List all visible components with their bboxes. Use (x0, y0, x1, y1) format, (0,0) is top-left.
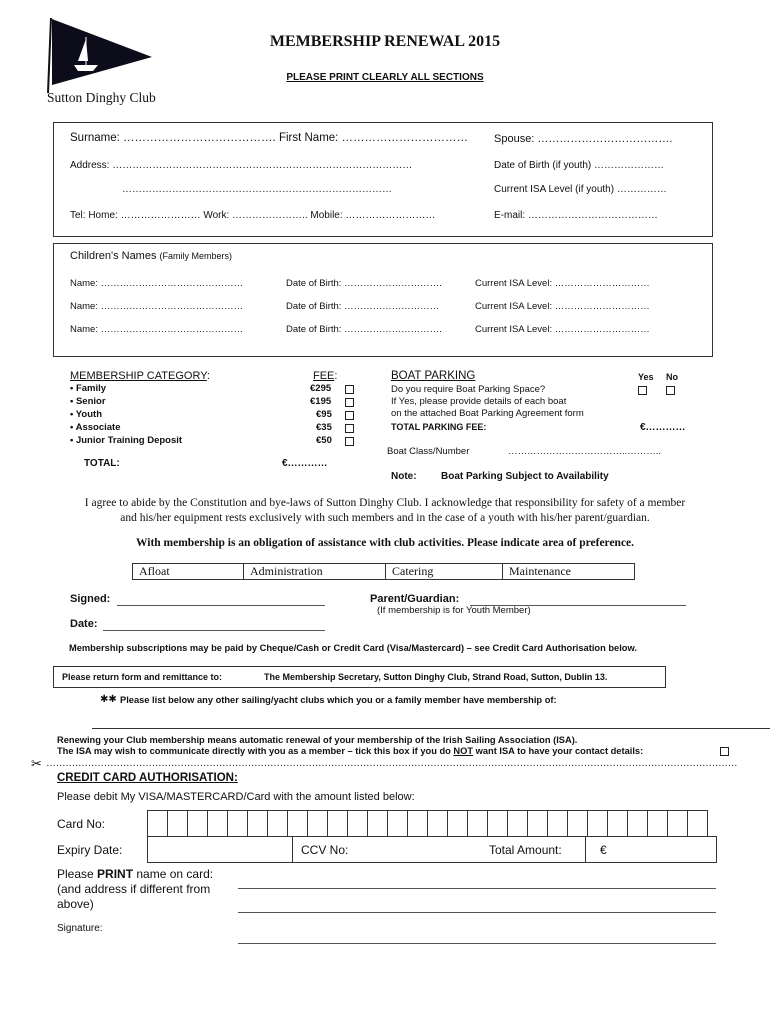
category-fee: €50 (316, 435, 332, 446)
phones-field[interactable]: Tel: Home: …………………… Work: ………………….. Mobile: ……………………… (70, 210, 436, 221)
cut-line: ……………………………………………………………………………………………………………………………………………………………………………………………… (46, 758, 738, 769)
card-digit-box[interactable] (188, 811, 208, 837)
membership-category-title: MEMBERSHIP CATEGORY (70, 370, 207, 382)
not-emphasis: NOT (453, 746, 474, 756)
cc-heading: CREDIT CARD AUTHORISATION: (57, 772, 238, 784)
card-number-grid[interactable] (147, 810, 708, 837)
category-row (70, 383, 370, 396)
preference-administration[interactable]: Administration (244, 564, 386, 580)
isa-notice-line2: The ISA may wish to communicate directly with you as a member – tick this box if you do NOT want ISA to have your contact details: (57, 746, 644, 756)
card-digit-box[interactable] (688, 811, 708, 837)
child-isa-field[interactable]: Current ISA Level: ………………………… (475, 278, 650, 289)
fee-heading (313, 370, 337, 382)
category-row (70, 409, 370, 422)
isa-optout-checkbox[interactable] (720, 747, 729, 756)
card-digit-box[interactable] (408, 811, 428, 837)
dob-field[interactable]: Date of Birth (if youth) ………………… (494, 160, 665, 171)
burgee-flag-icon (40, 15, 160, 95)
category-label: • Junior Training Deposit (70, 435, 183, 446)
card-digit-box[interactable] (548, 811, 568, 837)
other-clubs-line[interactable] (92, 728, 770, 729)
category-row (70, 396, 370, 409)
agreement-line2: and his/her equipment rests exclusively with such members and in the case of a youth with his/her parent/guardian. (120, 512, 650, 524)
address-line2-field[interactable]: ……………………………………………………………………… (122, 184, 392, 195)
category-fee: €195 (310, 396, 332, 407)
category-fee: €35 (316, 422, 332, 433)
preference-table (132, 563, 635, 580)
cc-divider (292, 836, 293, 863)
asterisk-icon: ✱✱ (100, 694, 117, 705)
card-digit-box[interactable] (388, 811, 408, 837)
cc-debit-text: Please debit My VISA/MASTERCARD/Card with the amount listed below: (57, 791, 415, 803)
category-row (70, 435, 370, 448)
parking-fee-value[interactable]: €………… (640, 422, 686, 433)
spouse-field[interactable]: Spouse: ………………………………. (494, 133, 673, 145)
category-fee: €295 (310, 383, 332, 394)
category-label: • Associate (70, 422, 121, 433)
boat-no-checkbox[interactable] (666, 386, 675, 395)
boat-detail-line2: on the attached Boat Parking Agreement form (391, 408, 584, 419)
card-digit-box[interactable] (348, 811, 368, 837)
card-digit-box[interactable] (208, 811, 228, 837)
child-dob-field[interactable]: Date of Birth: …………………………. (286, 278, 442, 289)
print-name-label: Please PRINT name on card: (57, 867, 214, 881)
parent-note: (If membership is for Youth Member) (377, 605, 531, 616)
category-fee: €95 (316, 409, 332, 420)
card-digit-box[interactable] (428, 811, 448, 837)
card-digit-box[interactable] (488, 811, 508, 837)
isa-notice-line1: Renewing your Club membership means automatic renewal of your membership of the Irish Sailing Association (ISA). (57, 735, 578, 745)
return-address: The Membership Secretary, Sutton Dinghy Club, Strand Road, Sutton, Dublin 13. (264, 672, 608, 682)
child-name-field[interactable]: Name: ……………………………………… (70, 278, 244, 289)
card-digit-box[interactable] (288, 811, 308, 837)
fee-colon: : (334, 370, 338, 382)
card-digit-box[interactable] (628, 811, 648, 837)
category-checkbox[interactable] (345, 411, 354, 420)
payment-note: Membership subscriptions may be paid by Cheque/Cash or Credit Card (Visa/Mastercard) – see Credit Card Authorisation below. (69, 643, 637, 653)
preference-afloat[interactable]: Afloat (133, 564, 244, 580)
category-checkbox[interactable] (345, 385, 354, 394)
card-digit-box[interactable] (308, 811, 328, 837)
membership-total-value[interactable]: €………… (282, 458, 328, 469)
signature-label: Signature: (57, 923, 103, 934)
boat-detail-line1: If Yes, please provide details of each boat (391, 396, 567, 407)
category-checkbox[interactable] (345, 424, 354, 433)
boat-class-field[interactable]: ………………………………..……….. (508, 446, 662, 457)
name-on-card-line[interactable] (238, 888, 716, 889)
boat-note-text: Boat Parking Subject to Availability (441, 471, 609, 482)
club-logo (40, 15, 210, 107)
page-subtitle: PLEASE PRINT CLEARLY ALL SECTIONS (286, 72, 484, 83)
card-digit-box[interactable] (148, 811, 168, 837)
obligation-text: With membership is an obligation of assistance with club activities. Please indicate area of preference. (135, 537, 635, 549)
category-list (70, 383, 370, 448)
above-label: above) (57, 897, 94, 911)
card-digit-box[interactable] (368, 811, 388, 837)
parent-label: Parent/Guardian: (370, 593, 460, 605)
address-line[interactable] (238, 912, 716, 913)
scissors-icon: ✂ (31, 756, 42, 771)
children-heading (70, 250, 232, 262)
child-isa-field[interactable]: Current ISA Level: ………………………… (475, 301, 650, 312)
child-dob-field[interactable]: Date of Birth: ………………………… (286, 301, 440, 312)
return-label: Please return form and remittance to: (62, 672, 223, 682)
cc-divider (585, 836, 586, 863)
child-isa-field[interactable]: Current ISA Level: ………………………… (475, 324, 650, 335)
category-label: • Family (70, 383, 107, 394)
card-digit-box[interactable] (228, 811, 248, 837)
card-digit-box[interactable] (468, 811, 488, 837)
category-checkbox[interactable] (345, 437, 354, 446)
agreement-line1: I agree to abide by the Constitution and bye-laws of Sutton Dinghy Club. I acknowledge that responsibility for safety of a member (84, 497, 686, 509)
parking-fee-label: TOTAL PARKING FEE: (391, 422, 487, 432)
membership-category-colon: : (206, 370, 210, 382)
date-label: Date: (70, 618, 98, 630)
signed-label: Signed: (70, 593, 111, 605)
card-no-label: Card No: (57, 817, 106, 831)
expiry-field[interactable] (147, 836, 717, 863)
club-name: Sutton Dinghy Club (47, 90, 156, 105)
signed-line[interactable] (117, 605, 325, 606)
card-digit-box[interactable] (528, 811, 548, 837)
card-digit-box[interactable] (268, 811, 288, 837)
boat-class-label: Boat Class/Number (387, 446, 470, 457)
signature-line[interactable] (238, 943, 716, 944)
child-name-field[interactable]: Name: ……………………………………… (70, 301, 244, 312)
other-clubs-text: Please list below any other sailing/yacht clubs which you or a family member have membership of: (120, 695, 557, 705)
yes-label: Yes (638, 372, 654, 382)
email-field[interactable]: E-mail: ………………………………… (494, 210, 658, 221)
children-heading-label: Children's Names (70, 250, 157, 262)
card-digit-box[interactable] (168, 811, 188, 837)
address-field[interactable]: Address: ……………………………………………………………………………… (70, 160, 413, 171)
child-dob-field[interactable]: Date of Birth: …………………………. (286, 324, 442, 335)
card-digit-box[interactable] (328, 811, 348, 837)
address-if-different-label: (and address if different from (57, 882, 211, 896)
boat-question: Do you require Boat Parking Space? (391, 384, 546, 395)
no-label: No (666, 372, 678, 382)
category-label: • Senior (70, 396, 106, 407)
boat-note-label: Note: (391, 471, 417, 482)
fee-title: FEE (313, 370, 335, 382)
preference-catering[interactable]: Catering (386, 564, 503, 580)
euro-label: € (600, 843, 607, 857)
card-digit-box[interactable] (588, 811, 608, 837)
card-digit-box[interactable] (448, 811, 468, 837)
boat-parking-heading: BOAT PARKING (391, 370, 476, 382)
card-digit-box[interactable] (648, 811, 668, 837)
category-label: • Youth (70, 409, 103, 420)
boat-yes-checkbox[interactable] (638, 386, 647, 395)
card-digit-box[interactable] (248, 811, 268, 837)
card-digit-box[interactable] (608, 811, 628, 837)
category-row (70, 422, 370, 435)
card-digit-box[interactable] (568, 811, 588, 837)
ccv-label: CCV No: (301, 843, 349, 857)
page-title: MEMBERSHIP RENEWAL 2015 (269, 33, 501, 50)
card-digit-box[interactable] (668, 811, 688, 837)
date-line[interactable] (103, 630, 325, 631)
membership-category-heading (70, 370, 210, 382)
isa-level-field[interactable]: Current ISA Level (if youth) …………… (494, 184, 667, 195)
surname-firstname-field[interactable]: Surname: …………………………………. First Name: …………………………… (70, 132, 469, 144)
card-digit-box[interactable] (508, 811, 528, 837)
children-heading-note: (Family Members) (159, 251, 233, 261)
category-checkbox[interactable] (345, 398, 354, 407)
total-amount-label: Total Amount: (489, 843, 562, 857)
preference-maintenance[interactable]: Maintenance (503, 564, 635, 580)
expiry-label: Expiry Date: (57, 843, 123, 857)
membership-total-label: TOTAL: (84, 458, 120, 469)
child-name-field[interactable]: Name: ……………………………………… (70, 324, 244, 335)
